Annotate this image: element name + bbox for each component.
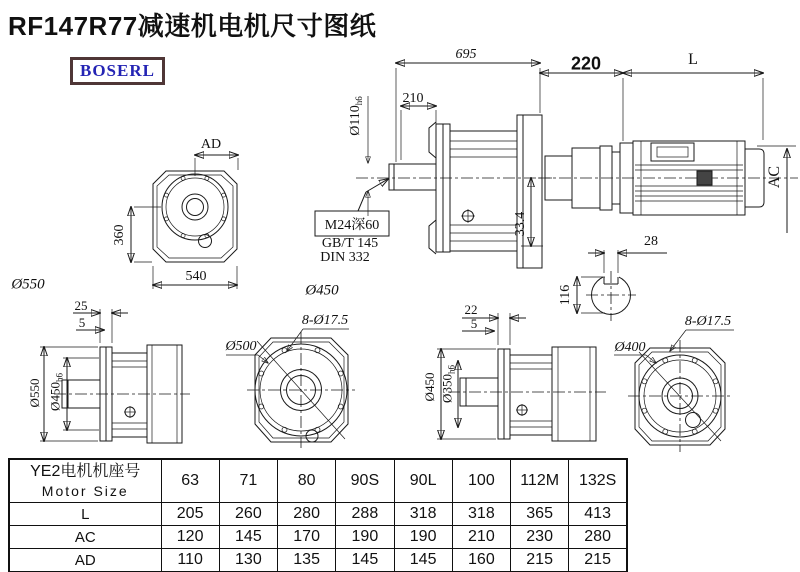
cell: 365 bbox=[511, 503, 569, 526]
gearbox-front-view bbox=[131, 155, 238, 289]
cell: 130 bbox=[219, 549, 277, 572]
cell: 135 bbox=[278, 549, 336, 572]
tap-din-label: DIN 332 bbox=[320, 250, 370, 265]
table-header-row bbox=[9, 459, 627, 503]
motor-size-header: YE2电机机座号 Motor Size bbox=[9, 459, 161, 503]
size-col-header: 90S bbox=[336, 459, 394, 503]
cell: 318 bbox=[394, 503, 452, 526]
cell: 145 bbox=[394, 549, 452, 572]
size-col-header: 90L bbox=[394, 459, 452, 503]
dim-28-label: 28 bbox=[644, 234, 658, 249]
shaft-diameter-label: $Ø110_{h6}$ bbox=[348, 96, 364, 136]
cell: 190 bbox=[394, 526, 452, 549]
dim-220-label: 220 bbox=[570, 53, 602, 74]
row-label: L bbox=[9, 503, 161, 526]
tap-size-label: M24深60 bbox=[324, 218, 380, 233]
v1-dim-25-label: 25 bbox=[74, 298, 88, 313]
size-col-header: 100 bbox=[452, 459, 510, 503]
motor-size-table bbox=[8, 458, 628, 572]
row-label: AC bbox=[9, 526, 161, 549]
tap-standard-label: GB/T 145 bbox=[321, 236, 379, 251]
dim-AC-label: AC bbox=[766, 165, 783, 189]
label-dia550: Ø550 bbox=[11, 276, 45, 293]
size-col-header: 132S bbox=[569, 459, 627, 503]
v4-dia400-label: Ø400 bbox=[614, 340, 646, 355]
cell: 145 bbox=[336, 549, 394, 572]
size-col-header: 63 bbox=[161, 459, 219, 503]
size-col-header: 71 bbox=[219, 459, 277, 503]
cell: 160 bbox=[452, 549, 510, 572]
cell: 145 bbox=[219, 526, 277, 549]
cell: 215 bbox=[569, 549, 627, 572]
v4-holes-label: 8-Ø17.5 bbox=[684, 314, 732, 329]
cell: 318 bbox=[452, 503, 510, 526]
size-col-header: 80 bbox=[278, 459, 336, 503]
cell: 205 bbox=[161, 503, 219, 526]
v1-dia450-label: $Ø450_{h6}$ bbox=[47, 373, 65, 411]
cell: 413 bbox=[569, 503, 627, 526]
v1-dim-5-label: 5 bbox=[78, 315, 86, 330]
cell: 170 bbox=[278, 526, 336, 549]
table-row-L bbox=[9, 503, 627, 526]
cell: 288 bbox=[336, 503, 394, 526]
dim-360-label: 360 bbox=[112, 224, 127, 246]
label-dia450: Ø450 bbox=[305, 282, 339, 299]
flange2-side-view bbox=[437, 313, 606, 441]
v2-holes-label: 8-Ø17.5 bbox=[301, 313, 349, 328]
dim-540-label: 540 bbox=[185, 269, 207, 284]
dim-AD-label: AD bbox=[200, 137, 222, 152]
motor-side-view bbox=[538, 73, 798, 233]
v3-dim-5-label: 5 bbox=[470, 316, 478, 331]
page-title: RF147R77减速机电机尺寸图纸 bbox=[8, 11, 377, 41]
v1-dia550-label: Ø550 bbox=[27, 378, 42, 408]
cell: 230 bbox=[511, 526, 569, 549]
dim-L-label: L bbox=[688, 51, 698, 68]
v2-dia500-label: Ø500 bbox=[225, 339, 257, 354]
v3-dim-22-label: 22 bbox=[464, 302, 478, 317]
dim-210-label: 210 bbox=[402, 91, 424, 106]
v3-dia450-label: Ø450 bbox=[422, 372, 437, 402]
dim-695-label: 695 bbox=[455, 47, 477, 62]
table-row-AD bbox=[9, 549, 627, 572]
table-row-AC bbox=[9, 526, 627, 549]
v3-dia350-label: $Ø350_{h6}$ bbox=[439, 365, 457, 403]
size-col-header: 112M bbox=[511, 459, 569, 503]
row-label: AD bbox=[9, 549, 161, 572]
dim-334-label: 33.4 bbox=[513, 211, 528, 237]
cell: 110 bbox=[161, 549, 219, 572]
cell: 260 bbox=[219, 503, 277, 526]
cell: 190 bbox=[336, 526, 394, 549]
cell: 280 bbox=[569, 526, 627, 549]
cell: 210 bbox=[452, 526, 510, 549]
dim-116-label: 116 bbox=[558, 284, 573, 306]
cell: 215 bbox=[511, 549, 569, 572]
brand-logo: BOSERL bbox=[70, 57, 165, 85]
cell: 120 bbox=[161, 526, 219, 549]
cell: 280 bbox=[278, 503, 336, 526]
shaft-section-view bbox=[577, 250, 667, 321]
